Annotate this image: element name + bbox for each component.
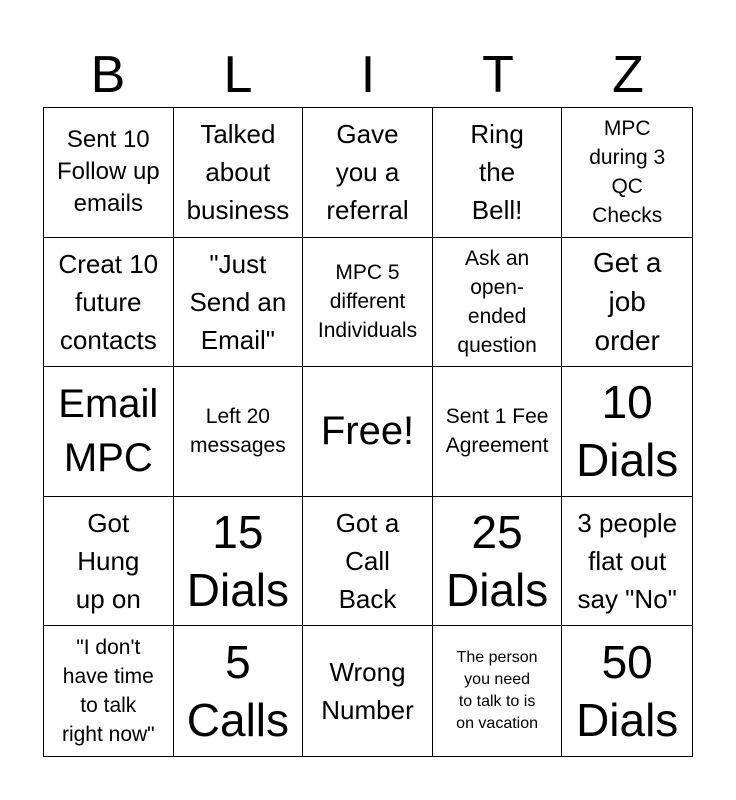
bingo-cell[interactable] bbox=[433, 238, 563, 368]
bingo-board bbox=[43, 107, 693, 757]
cell-text: 15 Dials bbox=[186, 506, 290, 617]
bingo-cell[interactable] bbox=[303, 238, 433, 368]
bingo-cell[interactable] bbox=[44, 367, 174, 497]
bingo-cell[interactable] bbox=[44, 626, 174, 756]
cell-text: Free! bbox=[320, 409, 415, 454]
cell-text: The person you need to talk to is on vacation bbox=[456, 649, 539, 733]
bingo-cell[interactable] bbox=[303, 497, 433, 627]
cell-text: Got a Call Back bbox=[335, 508, 400, 615]
bingo-cell[interactable] bbox=[562, 626, 692, 756]
bingo-header bbox=[43, 42, 693, 108]
bingo-cell[interactable] bbox=[433, 497, 563, 627]
cell-text: 25 Dials bbox=[445, 506, 549, 617]
header-letter-i: I bbox=[360, 46, 376, 104]
cell-text: Ring the Bell! bbox=[470, 119, 524, 226]
cell-text: 50 Dials bbox=[576, 636, 679, 747]
bingo-cell[interactable] bbox=[433, 108, 563, 238]
bingo-cell[interactable] bbox=[433, 626, 563, 756]
header-letter-z: Z bbox=[612, 46, 644, 104]
bingo-cell[interactable] bbox=[174, 497, 304, 627]
cell-text: Email MPC bbox=[58, 382, 159, 481]
cell-text: MPC 5 different Individuals bbox=[317, 261, 418, 343]
cell-text: Get a job order bbox=[592, 247, 662, 357]
bingo-cell[interactable] bbox=[174, 108, 304, 238]
cell-text: MPC during 3 QC Checks bbox=[589, 117, 666, 228]
header-letter-b: B bbox=[90, 46, 126, 104]
cell-text: Left 20 messages bbox=[190, 405, 286, 458]
bingo-cell[interactable] bbox=[44, 108, 174, 238]
bingo-cell[interactable] bbox=[44, 238, 174, 368]
bingo-cell[interactable] bbox=[562, 367, 692, 497]
cell-text: "Just Send an Email" bbox=[189, 248, 287, 355]
bingo-cell[interactable] bbox=[174, 367, 304, 497]
cell-text: 10 Dials bbox=[576, 376, 679, 487]
cell-text: Sent 1 Fee Agreement bbox=[445, 405, 549, 458]
cell-text: Ask an open- ended question bbox=[457, 246, 537, 357]
header-letter-t: T bbox=[482, 46, 514, 104]
bingo-cell[interactable] bbox=[562, 108, 692, 238]
bingo-cell[interactable] bbox=[174, 238, 304, 368]
cell-text: 3 people flat out say "No" bbox=[577, 508, 678, 615]
cell-text: Gave you a referral bbox=[326, 119, 409, 226]
bingo-cell[interactable] bbox=[174, 626, 304, 756]
header-letter-l: L bbox=[223, 46, 253, 104]
bingo-cell[interactable] bbox=[44, 497, 174, 627]
bingo-cell[interactable] bbox=[303, 626, 433, 756]
cell-text: Talked about business bbox=[186, 119, 290, 226]
bingo-cell[interactable] bbox=[562, 497, 692, 627]
cell-text: Got Hung up on bbox=[75, 508, 141, 615]
bingo-cell[interactable] bbox=[562, 238, 692, 368]
cell-text: Creat 10 future contacts bbox=[58, 248, 159, 355]
bingo-cell[interactable] bbox=[303, 108, 433, 238]
cell-text: Wrong Number bbox=[321, 657, 414, 726]
cell-text: "I don't have time to talk right now" bbox=[61, 636, 155, 747]
bingo-cell[interactable] bbox=[433, 367, 563, 497]
free-space-cell[interactable] bbox=[303, 367, 433, 497]
cell-text: 5 Calls bbox=[186, 636, 290, 747]
cell-text: Sent 10 Follow up emails bbox=[56, 126, 160, 218]
